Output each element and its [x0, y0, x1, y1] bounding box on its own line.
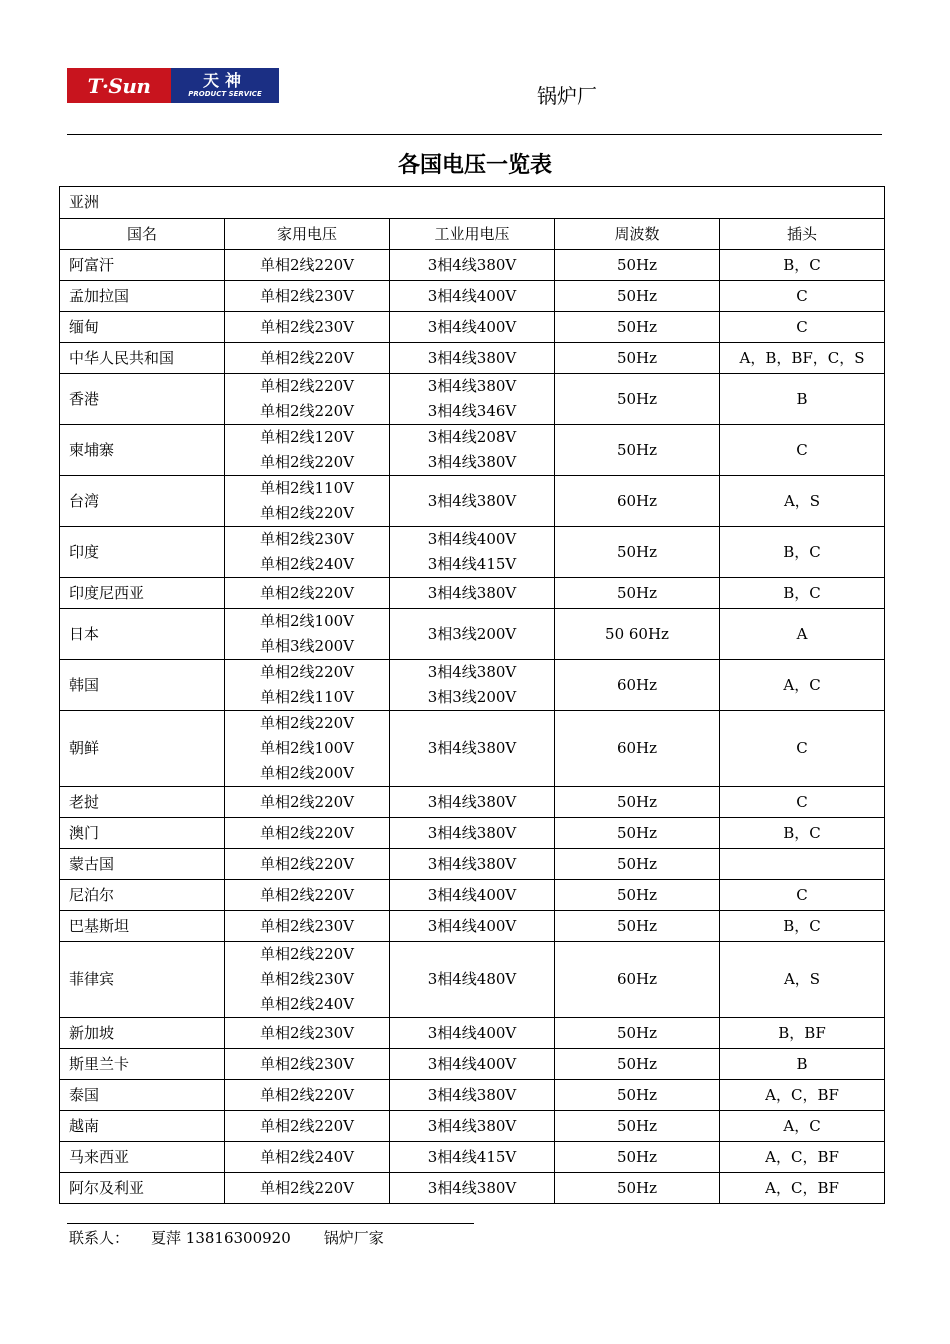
table-row	[60, 425, 885, 476]
home-voltage-line: 单相2线220V	[259, 255, 354, 274]
col-header-frequency: 周波数	[555, 219, 720, 250]
plug-cell: A，C，BF	[720, 1173, 885, 1204]
frequency-cell: 50Hz	[555, 1173, 720, 1204]
plug-cell: B	[720, 374, 885, 425]
industrial-voltage-line: 3相4线400V	[427, 916, 517, 935]
frequency-cell: 50Hz	[555, 1049, 720, 1080]
home-voltage-line: 单相3线200V	[259, 637, 354, 655]
frequency-cell: 50Hz	[555, 578, 720, 609]
industrial-voltage-line: 3相4线380V	[427, 453, 517, 471]
frequency-cell: 60Hz	[555, 660, 720, 711]
home-voltage-line: 单相2线220V	[259, 854, 354, 873]
country-cell: 蒙古国	[60, 849, 225, 880]
industrial-voltage-cell	[390, 660, 555, 711]
table-row	[60, 1111, 885, 1142]
table-row	[60, 1049, 885, 1080]
industrial-voltage-line: 3相4线380V	[427, 348, 517, 367]
frequency-cell: 60Hz	[555, 942, 720, 1018]
industrial-voltage-line: 3相4线415V	[427, 1147, 517, 1166]
company-name: 锅炉厂家	[323, 1229, 384, 1247]
home-voltage-cell	[225, 942, 390, 1018]
home-voltage-line: 单相2线230V	[259, 317, 354, 336]
logo-tsun: T·Sun	[67, 68, 171, 103]
table-row	[60, 911, 885, 942]
plug-cell	[720, 849, 885, 880]
country-cell: 孟加拉国	[60, 281, 225, 312]
table-row	[60, 818, 885, 849]
table-row	[60, 1142, 885, 1173]
home-voltage-line: 单相2线220V	[259, 1085, 354, 1104]
country-cell: 韩国	[60, 660, 225, 711]
table-row	[60, 942, 885, 1018]
industrial-voltage-line: 3相4线380V	[427, 377, 517, 395]
country-cell: 阿富汗	[60, 250, 225, 281]
frequency-cell: 50Hz	[555, 880, 720, 911]
home-voltage-line: 单相2线220V	[259, 348, 354, 367]
table-row	[60, 1018, 885, 1049]
home-voltage-cell	[225, 818, 390, 849]
country-cell: 柬埔寨	[60, 425, 225, 476]
industrial-voltage-cell	[390, 250, 555, 281]
industrial-voltage-line: 3相4线346V	[427, 402, 517, 420]
country-cell: 印度尼西亚	[60, 578, 225, 609]
frequency-cell: 50Hz	[555, 250, 720, 281]
frequency-cell: 60Hz	[555, 711, 720, 787]
frequency-cell: 50Hz	[555, 849, 720, 880]
industrial-voltage-line: 3相4线400V	[427, 1054, 517, 1073]
col-header-plug: 插头	[720, 219, 885, 250]
home-voltage-line: 单相2线220V	[259, 453, 354, 471]
home-voltage-cell	[225, 476, 390, 527]
frequency-cell: 50Hz	[555, 1080, 720, 1111]
table-row	[60, 281, 885, 312]
industrial-voltage-line: 3相4线380V	[427, 255, 517, 274]
home-voltage-line: 单相2线220V	[259, 583, 354, 602]
industrial-voltage-line: 3相4线380V	[427, 792, 517, 811]
country-cell: 朝鲜	[60, 711, 225, 787]
table-row	[60, 527, 885, 578]
plug-cell: B，C	[720, 578, 885, 609]
plug-cell: A，C，BF	[720, 1080, 885, 1111]
country-cell: 日本	[60, 609, 225, 660]
home-voltage-cell	[225, 374, 390, 425]
home-voltage-cell	[225, 343, 390, 374]
industrial-voltage-line: 3相4线380V	[427, 583, 517, 602]
home-voltage-line: 单相2线200V	[259, 764, 354, 782]
industrial-voltage-line: 3相3线200V	[427, 688, 517, 706]
industrial-voltage-line: 3相4线480V	[427, 970, 517, 988]
country-cell: 斯里兰卡	[60, 1049, 225, 1080]
plug-cell: B，C	[720, 527, 885, 578]
industrial-voltage-cell	[390, 281, 555, 312]
home-voltage-line: 单相2线240V	[259, 1147, 354, 1166]
country-cell: 印度	[60, 527, 225, 578]
home-voltage-cell	[225, 880, 390, 911]
home-voltage-line: 单相2线220V	[259, 402, 354, 420]
home-voltage-cell	[225, 578, 390, 609]
region-label: 亚洲	[60, 187, 885, 219]
home-voltage-cell	[225, 1111, 390, 1142]
industrial-voltage-cell	[390, 1173, 555, 1204]
industrial-voltage-cell	[390, 1049, 555, 1080]
company-logo	[67, 68, 279, 103]
col-header-home-voltage: 家用电压	[225, 219, 390, 250]
industrial-voltage-line: 3相4线400V	[427, 1023, 517, 1042]
home-voltage-line: 单相2线240V	[259, 555, 354, 573]
table-row	[60, 312, 885, 343]
country-cell: 缅甸	[60, 312, 225, 343]
industrial-voltage-cell	[390, 1111, 555, 1142]
industrial-voltage-cell	[390, 476, 555, 527]
country-cell: 台湾	[60, 476, 225, 527]
plug-cell: C	[720, 711, 885, 787]
col-header-industrial-voltage: 工业用电压	[390, 219, 555, 250]
frequency-cell: 50Hz	[555, 787, 720, 818]
home-voltage-line: 单相2线230V	[259, 1054, 354, 1073]
plug-cell: A，S	[720, 942, 885, 1018]
home-voltage-cell	[225, 1049, 390, 1080]
table-row	[60, 476, 885, 527]
region-row	[60, 187, 885, 219]
plug-cell: B，C	[720, 250, 885, 281]
industrial-voltage-line: 3相4线380V	[427, 491, 517, 510]
home-voltage-line: 单相2线100V	[259, 739, 354, 757]
frequency-cell: 50Hz	[555, 1142, 720, 1173]
frequency-cell: 50Hz	[555, 1111, 720, 1142]
voltage-table-body	[60, 187, 885, 1204]
home-voltage-cell	[225, 609, 390, 660]
industrial-voltage-line: 3相4线380V	[427, 1085, 517, 1104]
home-voltage-line: 单相2线120V	[259, 428, 354, 446]
frequency-cell: 50Hz	[555, 281, 720, 312]
country-cell: 老挝	[60, 787, 225, 818]
industrial-voltage-cell	[390, 609, 555, 660]
industrial-voltage-line: 3相4线400V	[427, 286, 517, 305]
industrial-voltage-line: 3相4线400V	[427, 530, 517, 548]
frequency-cell: 60Hz	[555, 476, 720, 527]
home-voltage-line: 单相2线230V	[259, 970, 354, 988]
footer-divider	[67, 1223, 474, 1224]
logo-chinese: 天神	[202, 71, 247, 90]
home-voltage-cell	[225, 527, 390, 578]
industrial-voltage-line: 3相4线380V	[427, 823, 517, 842]
table-row	[60, 849, 885, 880]
table-row	[60, 1080, 885, 1111]
country-cell: 中华人民共和国	[60, 343, 225, 374]
plug-cell: C	[720, 880, 885, 911]
home-voltage-cell	[225, 281, 390, 312]
home-voltage-line: 单相2线220V	[259, 504, 354, 522]
industrial-voltage-line: 3相4线380V	[427, 854, 517, 873]
country-cell: 阿尔及利亚	[60, 1173, 225, 1204]
frequency-cell: 50Hz	[555, 527, 720, 578]
plug-cell: B，C	[720, 911, 885, 942]
logo-english: PRODUCT SERVICE	[188, 90, 262, 98]
table-row	[60, 578, 885, 609]
frequency-cell: 50Hz	[555, 1018, 720, 1049]
plug-cell: A，S	[720, 476, 885, 527]
home-voltage-cell	[225, 911, 390, 942]
home-voltage-line: 单相2线230V	[259, 916, 354, 935]
industrial-voltage-cell	[390, 849, 555, 880]
home-voltage-line: 单相2线230V	[259, 1023, 354, 1042]
page-title: 各国电压一览表	[397, 153, 552, 178]
industrial-voltage-line: 3相4线380V	[427, 739, 517, 757]
industrial-voltage-cell	[390, 527, 555, 578]
home-voltage-cell	[225, 425, 390, 476]
plug-cell: A，C	[720, 1111, 885, 1142]
home-voltage-line: 单相2线220V	[259, 945, 354, 963]
industrial-voltage-line: 3相3线200V	[427, 624, 517, 643]
home-voltage-cell	[225, 312, 390, 343]
footer	[69, 1227, 384, 1248]
industrial-voltage-line: 3相4线208V	[427, 428, 517, 446]
industrial-voltage-cell	[390, 1018, 555, 1049]
home-voltage-cell	[225, 250, 390, 281]
logo-service-block	[171, 68, 279, 103]
industrial-voltage-cell	[390, 343, 555, 374]
home-voltage-line: 单相2线110V	[259, 479, 354, 497]
country-cell: 澳门	[60, 818, 225, 849]
home-voltage-cell	[225, 1080, 390, 1111]
industrial-voltage-line: 3相4线400V	[427, 317, 517, 336]
contact-label: 联系人：	[69, 1229, 130, 1247]
plug-cell: A	[720, 609, 885, 660]
frequency-cell: 50Hz	[555, 818, 720, 849]
home-voltage-line: 单相2线110V	[259, 688, 354, 706]
industrial-voltage-cell	[390, 578, 555, 609]
column-header-row	[60, 219, 885, 250]
home-voltage-cell	[225, 711, 390, 787]
home-voltage-cell	[225, 1142, 390, 1173]
table-row	[60, 711, 885, 787]
home-voltage-line: 单相2线220V	[259, 792, 354, 811]
plug-cell: A，B，BF，C，S	[720, 343, 885, 374]
header-divider	[67, 134, 882, 135]
table-row	[60, 374, 885, 425]
home-voltage-line: 单相2线220V	[259, 1116, 354, 1135]
industrial-voltage-line: 3相4线400V	[427, 885, 517, 904]
table-row	[60, 787, 885, 818]
country-cell: 泰国	[60, 1080, 225, 1111]
contact-info: 夏萍 13816300920	[151, 1229, 291, 1247]
home-voltage-cell	[225, 1018, 390, 1049]
home-voltage-cell	[225, 660, 390, 711]
table-row	[60, 609, 885, 660]
plug-cell: C	[720, 312, 885, 343]
industrial-voltage-line: 3相4线415V	[427, 555, 517, 573]
industrial-voltage-cell	[390, 1080, 555, 1111]
table-row	[60, 250, 885, 281]
industrial-voltage-cell	[390, 425, 555, 476]
table-row	[60, 880, 885, 911]
plug-cell: C	[720, 425, 885, 476]
home-voltage-line: 单相2线230V	[259, 530, 354, 548]
table-row	[60, 1173, 885, 1204]
country-cell: 香港	[60, 374, 225, 425]
industrial-voltage-line: 3相4线380V	[427, 1116, 517, 1135]
table-row	[60, 660, 885, 711]
industrial-voltage-cell	[390, 312, 555, 343]
frequency-cell: 50 60Hz	[555, 609, 720, 660]
home-voltage-line: 单相2线220V	[259, 377, 354, 395]
plug-cell: A，C，BF	[720, 1142, 885, 1173]
table-row	[60, 343, 885, 374]
home-voltage-line: 单相2线220V	[259, 714, 354, 732]
home-voltage-line: 单相2线220V	[259, 1178, 354, 1197]
frequency-cell: 50Hz	[555, 425, 720, 476]
col-header-country: 国名	[60, 219, 225, 250]
plug-cell: B	[720, 1049, 885, 1080]
home-voltage-cell	[225, 1173, 390, 1204]
country-cell: 尼泊尔	[60, 880, 225, 911]
home-voltage-cell	[225, 787, 390, 818]
plug-cell: B，BF	[720, 1018, 885, 1049]
plug-cell: C	[720, 281, 885, 312]
factory-name: 锅炉厂	[537, 84, 597, 108]
home-voltage-line: 单相2线230V	[259, 286, 354, 305]
home-voltage-cell	[225, 849, 390, 880]
home-voltage-line: 单相2线220V	[259, 885, 354, 904]
industrial-voltage-cell	[390, 942, 555, 1018]
frequency-cell: 50Hz	[555, 374, 720, 425]
country-cell: 新加坡	[60, 1018, 225, 1049]
industrial-voltage-cell	[390, 911, 555, 942]
plug-cell: A，C	[720, 660, 885, 711]
industrial-voltage-line: 3相4线380V	[427, 1178, 517, 1197]
plug-cell: C	[720, 787, 885, 818]
industrial-voltage-cell	[390, 880, 555, 911]
plug-cell: B，C	[720, 818, 885, 849]
industrial-voltage-cell	[390, 374, 555, 425]
home-voltage-line: 单相2线220V	[259, 823, 354, 842]
country-cell: 越南	[60, 1111, 225, 1142]
country-cell: 巴基斯坦	[60, 911, 225, 942]
industrial-voltage-line: 3相4线380V	[427, 663, 517, 681]
frequency-cell: 50Hz	[555, 312, 720, 343]
frequency-cell: 50Hz	[555, 343, 720, 374]
home-voltage-line: 单相2线240V	[259, 995, 354, 1013]
industrial-voltage-cell	[390, 818, 555, 849]
frequency-cell: 50Hz	[555, 911, 720, 942]
industrial-voltage-cell	[390, 711, 555, 787]
home-voltage-line: 单相2线220V	[259, 663, 354, 681]
voltage-table	[59, 186, 885, 1204]
industrial-voltage-cell	[390, 787, 555, 818]
home-voltage-line: 单相2线100V	[259, 612, 354, 630]
country-cell: 菲律宾	[60, 942, 225, 1018]
industrial-voltage-cell	[390, 1142, 555, 1173]
country-cell: 马来西亚	[60, 1142, 225, 1173]
